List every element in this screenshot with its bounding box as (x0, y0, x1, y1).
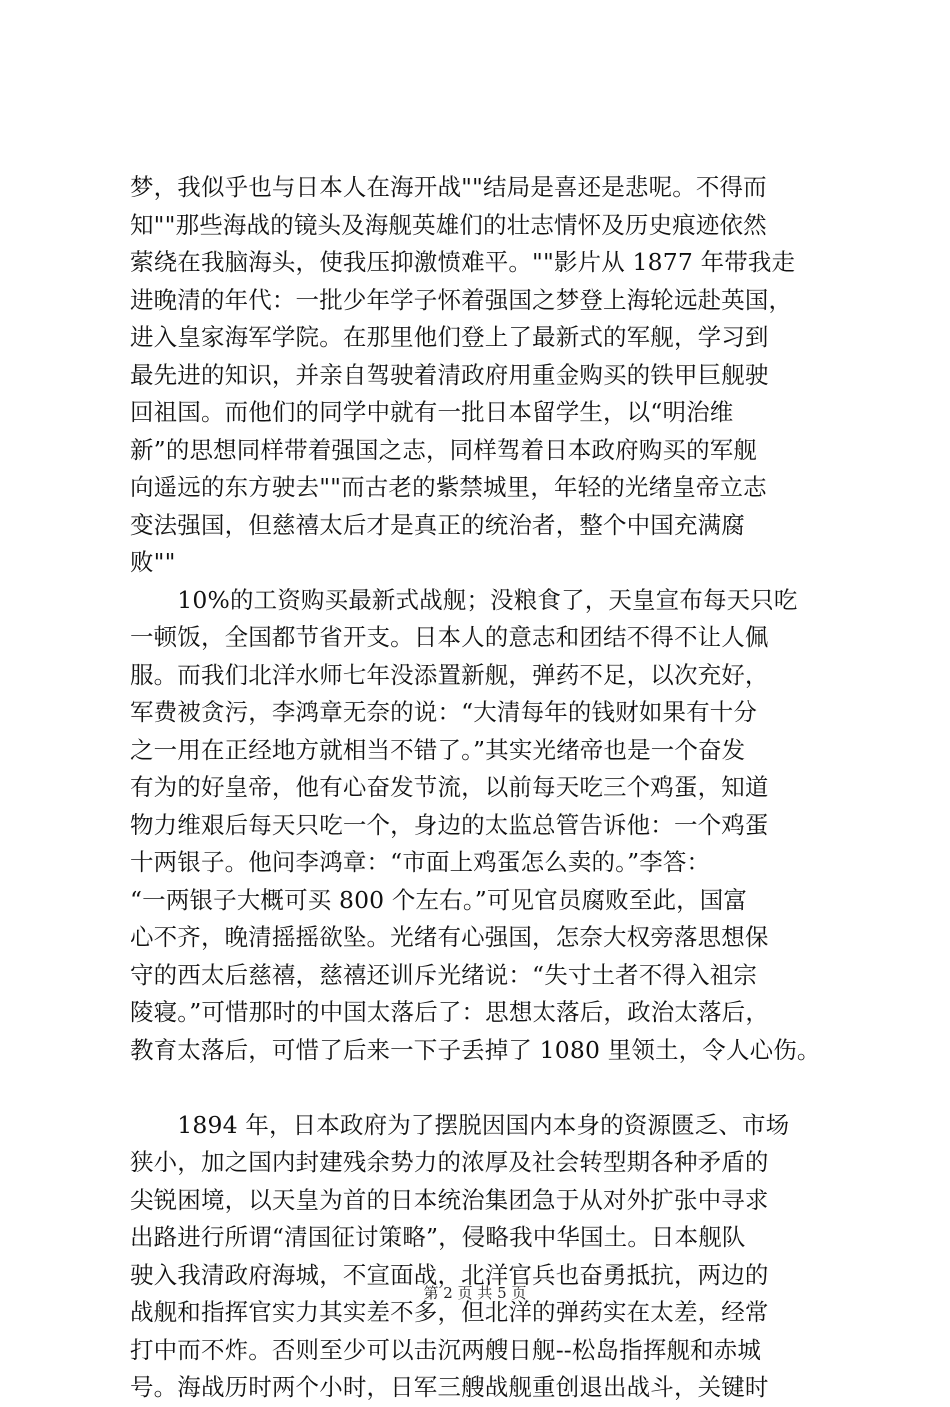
text-line: 出路进行所谓“清国征讨策略”，侵略我中华国土。日本舰队 (130, 1223, 746, 1251)
text-line: 新”的思想同样带着强国之志，同样驾着日本政府购买的军舰 (130, 435, 758, 464)
text-line: 梦，我似乎也与日本人在海开战""结局是喜还是悲呢。不得而 (130, 173, 767, 201)
text-line: 进晚清的年代：一批少年学子怀着强国之梦登上海轮远赴英国， (130, 285, 793, 314)
text-line: 战舰和指挥官实力其实差不多，但北洋的弹药实在太差，经常 (130, 1298, 769, 1326)
text-line: 向遥远的东方驶去""而古老的紫禁城里，年轻的光绪皇帝立志 (130, 473, 767, 501)
text-line: 一顿饭，全国都节省开支。日本人的意志和团结不得不让人佩 (130, 623, 769, 651)
text-line: 守的西太后慈禧，慈禧还训斥光绪说：“失寸土者不得入祖宗 (130, 960, 758, 989)
page-number-footer: 第 2 页 共 5 页 (423, 1284, 527, 1302)
text-line: 打中而不炸。否则至少可以击沉两艘日舰--松岛指挥舰和赤城 (130, 1335, 762, 1364)
text-line: 心不齐，晚清摇摇欲坠。光绪有心强国，怎奈大权旁落思想保 (130, 923, 769, 951)
text-line: 变法强国，但慈禧太后才是真正的统治者，整个中国充满腐 (130, 510, 745, 539)
text-line: 回祖国。而他们的同学中就有一批日本留学生，以“明治维 (130, 398, 734, 426)
text-line: 军费被贪污，李鸿章无奈的说：“大清每年的钱财如果有十分 (130, 698, 758, 726)
text-line: 十两银子。他问李鸿章：“市面上鸡蛋怎么卖的。”李答： (130, 848, 711, 876)
text-line: 萦绕在我脑海头，使我压抑激愤难平。""影片从 1877 年带我走 (130, 248, 796, 276)
text-line: 1894 年，日本政府为了摆脱因国内本身的资源匮乏、市场 (130, 1110, 790, 1139)
text-line: 10%的工资购买最新式战舰；没粮食了，天皇宣布每天只吃 (130, 585, 798, 614)
text-line: 驶入我清政府海城，不宣面战，北洋官兵也奋勇抵抗，两边的 (130, 1260, 769, 1289)
text-line: 号。海战历时两个小时，日军三艘战舰重创退出战斗，关键时 (130, 1373, 769, 1401)
text-line: 败"" (130, 548, 176, 576)
paragraph-3 (130, 1107, 830, 1407)
paragraph-spacer (130, 1069, 830, 1107)
text-line: 最先进的知识，并亲自驾驶着清政府用重金购买的铁甲巨舰驶 (130, 360, 769, 389)
text-line: 服。而我们北洋水师七年没添置新舰，弹药不足，以次充好， (130, 660, 769, 689)
text-line: 物力维艰后每天只吃一个，身边的太监总管告诉他：一个鸡蛋 (130, 810, 769, 839)
document-body (130, 169, 830, 1407)
text-line: 之一用在正经地方就相当不错了。”其实光绪帝也是一个奋发 (130, 735, 746, 764)
text-line: “一两银子大概可买 800 个左右。”可见官员腐败至此，国富 (130, 885, 748, 914)
text-line: 知""那些海战的镜头及海舰英雄们的壮志情怀及历史痕迹依然 (130, 210, 767, 239)
text-line: 狭小，加之国内封建残余势力的浓厚及社会转型期各种矛盾的 (130, 1148, 769, 1176)
text-line: 教育太落后，可惜了后来一下子丢掉了 1080 里领土，令人心伤。 (130, 1035, 821, 1064)
paragraph-2 (130, 582, 830, 1070)
text-line: 尖锐困境，以天皇为首的日本统治集团急于从对外扩张中寻求 (130, 1185, 769, 1214)
text-line: 陵寝。”可惜那时的中国太落后了：思想太落后，政治太落后， (130, 998, 769, 1026)
text-line: 有为的好皇帝，他有心奋发节流，以前每天吃三个鸡蛋，知道 (130, 773, 769, 801)
paragraph-1 (130, 169, 830, 582)
text-line: 进入皇家海军学院。在那里他们登上了最新式的军舰，学习到 (130, 323, 769, 351)
